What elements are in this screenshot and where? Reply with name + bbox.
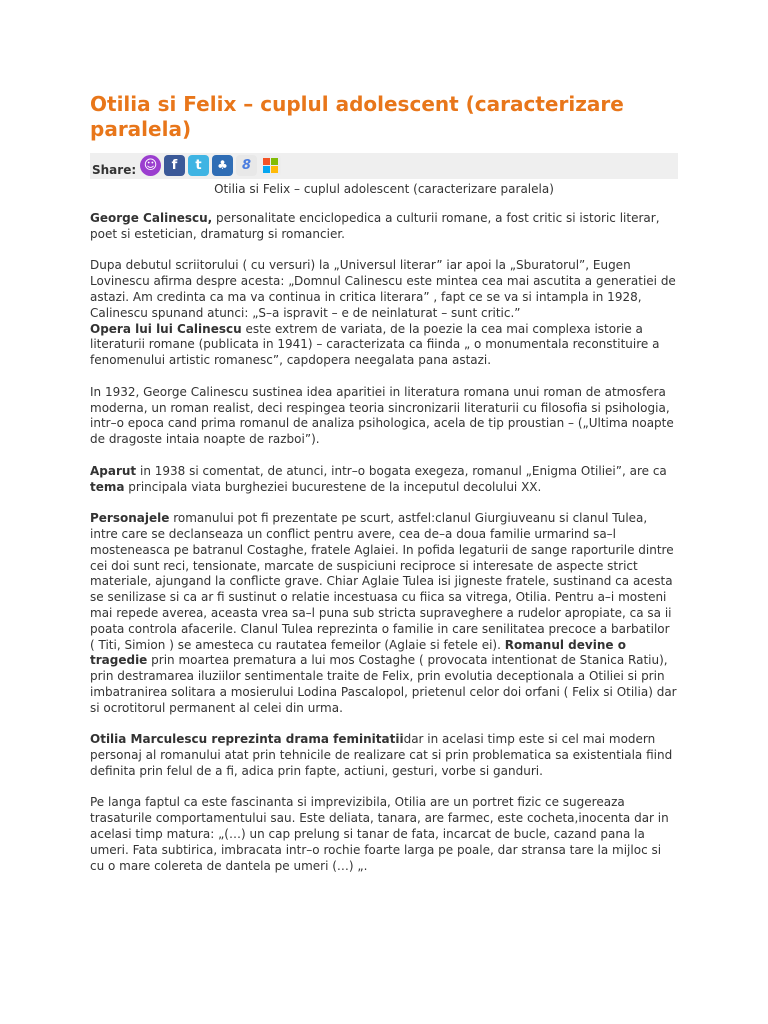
paragraph-text: dar in acelasi timp este si cel mai modern personaj al romanului atat prin tehnicile de realizare cat si prin problematica sa existentiala fiind definita prin felul de a fi, adica prin fapte, actiuni, gesturi, vorbe si ganduri.: [90, 732, 673, 778]
facebook-icon[interactable]: f: [164, 155, 185, 176]
paragraph-text: personalitate enciclopedica a culturii romane, a fost critic si istoric literar, poet si estetician, dramaturg si romancier.: [90, 211, 660, 241]
bold-text: Otilia Marculescu reprezinta drama feminitatii: [90, 732, 404, 747]
paragraph-text: este extrem de variata, de la poezie la cea mai complexa istorie a literaturii romane (publicata in 1941) – caracterizata ca fiinda „ o monumentala reconstituire a fenomenului artistic romanesc”, capdopera neegalata pana astazi.: [90, 321, 660, 368]
bold-text: Romanul devine o tragedie: [90, 637, 626, 668]
paragraph-text: Pe langa faptul ca este fascinanta si imprevizibila, Otilia are un portret fizic ce sugereaza trasaturile comportamentului sau. Este deliata, tanara, are farmec, este cocheta,inocenta dar in acelasi timp matura: „(…) un cap prelung si tanar de fata, incarcat de bucle, cazand pana la umeri. Fata subtirica, imbracata intr–o rochie foarte larga pe poale, dar stransa tare la mijloc si cu o mare coleretа de dantela pe umeri (…) „.: [90, 795, 669, 873]
paragraph-5: [90, 511, 678, 716]
paragraph-3: [90, 385, 678, 448]
paragraph-2: [90, 258, 678, 369]
bold-text: Aparut: [90, 463, 137, 478]
paragraph-text: prin moartea prematura a lui mos Costaghe ( provocata intentionat de Stanica Ratiu), prin destramarea iluziilor sentimentale traite de Felix, prin evolutia deceptionala a Otiliei si prin imbatranirea solitara a mosierului Lodina Pascalopol, prietenul celor doi orfani ( Felix si Otilia) dar si ocrotitorul permanent al celei din urma.: [90, 653, 677, 715]
paragraph-text: In 1932, George Calinescu sustinea idea aparitiei in literatura romana unui roman de atmosfera moderna, un roman realist, deci respingea teoria sincronizarii literaturii cu filosofia si psihologia, intr–o epoca cand prima romanul de analiza psihologica, acela de tip proustian – („Ultima noapte de dragoste intaia noapte de razboi”).: [90, 384, 674, 447]
bold-text: tema: [90, 479, 125, 494]
paragraph-text: romanului pot fi prezentate pe scurt, astfel:clanul Giurgiuveanu si clanul Tulea, intre care se declanseaza un conflict pentru avere, cea de–a doua familie urmarind sa–l mosteneasca pe batranul Costaghe, fratele Aglaiei. In pofida legaturii de sange raporturile dintre cei doi sunt reci, tensionate, marcate de suspiciuni reciproce si interesate de aspecte strict materiale, ajungand la conflicte grave. Chiar Aglaie Tulea isi jigneste fratele, sustinand ca acesta se senilizase si ca ar fi sustinut o relatie incestuasa cu fiica sa vitrega, Otilia. Pentru a–i mosteni mai repede averea, aceasta vrea sa–l puna sub stricta supraveghere a rudelor apropiate, ca sa ii poata controla afacerile. Clanul Tulea reprezinta o familie in care senilitatea precoce a barbatilor ( Titi, Simion ) se amesteca cu rautatea femeilor (Aglaie si fetele ei).: [90, 511, 674, 652]
paragraph-text: Dupa debutul scriitorului ( cu versuri) la „Universul literar” iar apoi la „Sburatorul”, Eugen Lovinescu afirma despre acesta: „Domnul Calinescu este mintea cea mai ascutita a generatiei de astazi. Am credinta ca ma va continua in critica literara” , fapt ce se va si intampla in 1928, Calinescu spunand atunci: „S–a ispravit – e de neinlaturat – sunt critic.”: [90, 258, 676, 320]
google-icon[interactable]: 8: [236, 155, 257, 176]
article-body: [90, 211, 678, 890]
article-subtitle: Otilia si Felix – cuplul adolescent (caracterizare paralela): [214, 182, 554, 196]
share-bar: [90, 153, 678, 179]
page-title: Otilia si Felix – cuplul adolescent (caracterizare paralela): [90, 92, 624, 141]
twitter-icon[interactable]: t: [188, 155, 209, 176]
yahoo-icon[interactable]: ☺: [140, 155, 161, 176]
paragraph-7: [90, 795, 678, 874]
bold-text: Personajele: [90, 511, 170, 526]
paragraph-text: in 1938 si comentat, de atunci, intr–o bogata exegeza, romanul „Enigma Otiliei”, are ca: [136, 463, 667, 478]
bold-text: Opera lui lui Calinescu: [90, 321, 242, 336]
myspace-icon[interactable]: ♣: [212, 155, 233, 176]
bold-text: George Calinescu,: [90, 211, 213, 225]
paragraph-text: principala viata burgheziei bucurestene de la inceputul decolului XX.: [124, 479, 542, 494]
paragraph-1: [90, 211, 678, 243]
paragraph-6: [90, 732, 678, 779]
share-label: Share:: [92, 163, 137, 177]
windows-live-icon[interactable]: [260, 155, 281, 176]
paragraph-4: [90, 464, 678, 496]
